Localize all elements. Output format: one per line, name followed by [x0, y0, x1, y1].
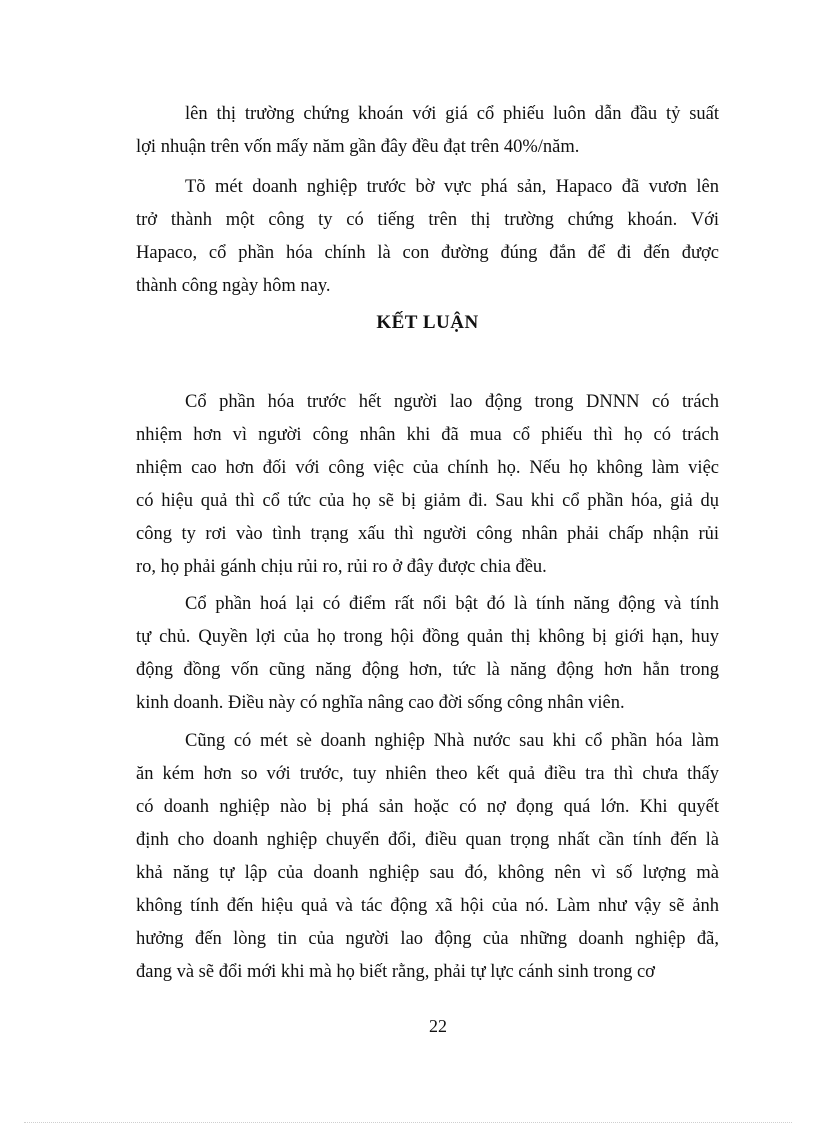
text-line: Hapaco, cổ phần hóa chính là con đường đúng đắn để đi đến được [136, 243, 719, 263]
text-line: Cổ phần hoá lại có điểm rất nổi bật đó là tính năng động và tính [185, 594, 719, 614]
text-line: nhiệm cao hơn đối với công việc của chính họ. Nếu họ không làm việc [136, 458, 719, 478]
text-line: động đồng vốn cũng năng động hơn, tức là năng động hơn hẳn trong [136, 660, 719, 680]
text-line: định cho doanh nghiệp chuyển đổi, điều quan trọng nhất cần tính đến là [136, 830, 719, 850]
text-line: hưởng đến lòng tin của người lao động của những doanh nghiệp đã, [136, 929, 719, 949]
text-line: thành công ngày hôm nay. [136, 276, 331, 296]
text-line: trở thành một công ty có tiếng trên thị trường chứng khoán. Với [136, 210, 719, 230]
page-number: 22 [429, 1016, 447, 1036]
text-line: ro, họ phải gánh chịu rủi ro, rủi ro ở đây được chia đều. [136, 557, 547, 577]
paragraph-conclusion-3 [136, 725, 719, 989]
paragraph-continuation [136, 98, 719, 164]
text-line: có hiệu quả thì cổ tức của họ sẽ bị giảm đi. Sau khi cổ phần hóa, giả dụ [136, 491, 719, 511]
text-line: kinh doanh. Điều này có nghĩa nâng cao đời sống công nhân viên. [136, 693, 625, 713]
text-line: có doanh nghiệp nào bị phá sản hoặc có nợ đọng quá lớn. Khi quyết [136, 797, 719, 817]
text-line: đang và sẽ đổi mới khi mà họ biết rằng, phải tự lực cánh sinh trong cơ [136, 962, 655, 982]
section-heading: KẾT LUẬN [376, 312, 479, 333]
text-line: nhiệm hơn vì người công nhân khi đã mua cổ phiếu thì họ có trách [136, 425, 719, 445]
text-line: Cũng có mét sè doanh nghiệp Nhà nước sau khi cổ phần hóa làm [185, 731, 719, 751]
text-line: khả năng tự lập của doanh nghiệp sau đó, không nên vì số lượng mà [136, 863, 719, 883]
text-line: lợi nhuận trên vốn mấy năm gần đây đều đạt trên 40%/năm. [136, 137, 580, 157]
text-line: không tính đến hiệu quả và tác động xã hội của nó. Làm như vậy sẽ ảnh [136, 896, 719, 916]
text-line: Cổ phần hóa trước hết người lao động trong DNNN có trách [185, 392, 719, 412]
paragraph-hapaco [136, 171, 719, 303]
text-line: Tõ mét doanh nghiệp trước bờ vực phá sản, Hapaco đã vươn lên [185, 177, 719, 197]
paragraph-conclusion-1 [136, 386, 719, 584]
text-line: công ty rơi vào tình trạng xấu thì người công nhân phải chấp nhận rủi [136, 524, 719, 544]
text-line: tự chủ. Quyền lợi của họ trong hội đồng quản thị không bị giới hạn, huy [136, 627, 719, 647]
paragraph-conclusion-2 [136, 588, 719, 720]
text-line: ăn kém hơn so với trước, tuy nhiên theo kết quả điều tra thì chưa thấy [136, 764, 719, 784]
text-line: lên thị trường chứng khoán với giá cổ phiếu luôn dẫn đầu tỷ suất [185, 104, 719, 124]
